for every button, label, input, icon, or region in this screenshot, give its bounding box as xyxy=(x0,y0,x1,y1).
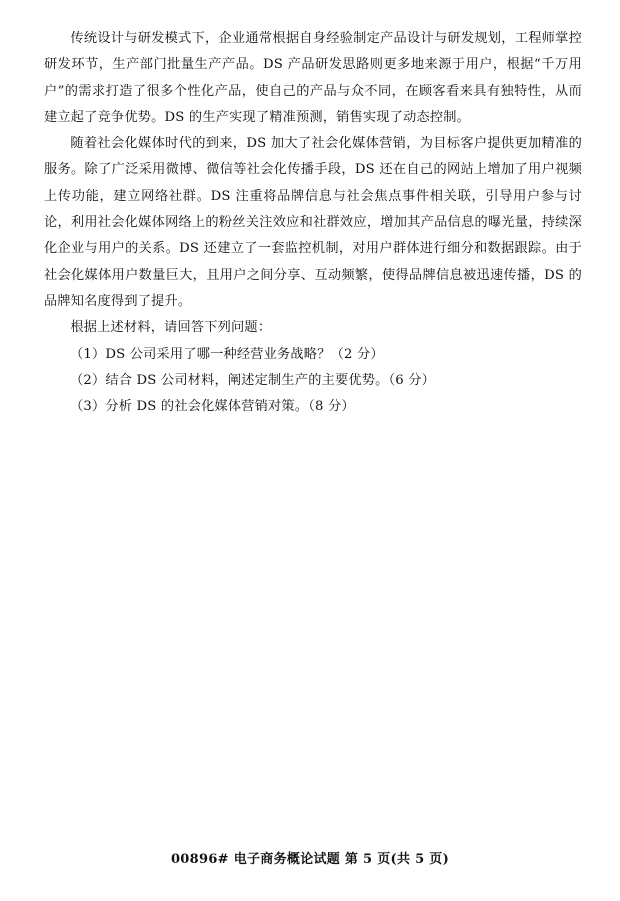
exam-page xyxy=(44,26,582,420)
question-prompt: 根据上述材料，请回答下列问题： xyxy=(70,320,272,336)
question-list xyxy=(44,342,582,421)
question-item-2: （2）结合 DS 公司材料，阐述定制生产的主要优势。（6 分） xyxy=(70,372,436,388)
material-paragraph-2: 随着社会化媒体时代的到来，DS 加大了社会化媒体营销，为目标客户提供更加精准的服务。除了广泛采用微博、微信等社会化传播手段，DS 还在自己的网站上增加了用户视频上传功能，建立网络社群。DS 注重将品牌信息与社会焦点事件相关联，引导用户参与讨论，利用社会化媒体网络上的粉丝关注效应和社群效应，增加其产品信息的曝光量，持续深化企业与用户的关系。DS 还建立了一套监控机制，对用户群体进行细分和数据跟踪。由于社会化媒体用户数量巨大，且用户之间分享、互动频繁，使得品牌信息被迅速传播，DS 的品牌知名度得到了提升。 xyxy=(44,136,582,309)
material-paragraph-1: 传统设计与研发模式下，企业通常根据自身经验制定产品设计与研发规划，工程师掌控研发环节，生产部门批量生产产品。DS 产品研发思路则更多地来源于用户，根据“千万用户”的需求打造了很多个性化产品，使自己的产品与众不同，在顾客看来具有独特性，从而建立起了竞争优势。DS 的生产实现了精准预测，销售实现了动态控制。 xyxy=(44,31,582,125)
question-item-1: （1）DS 公司采用了哪一种经营业务战略？（2 分） xyxy=(70,346,384,362)
page-footer: 00896# 电子商务概论试题 第 5 页(共 5 页) xyxy=(170,852,450,867)
question-item-3: （3）分析 DS 的社会化媒体营销对策。（8 分） xyxy=(70,399,355,415)
